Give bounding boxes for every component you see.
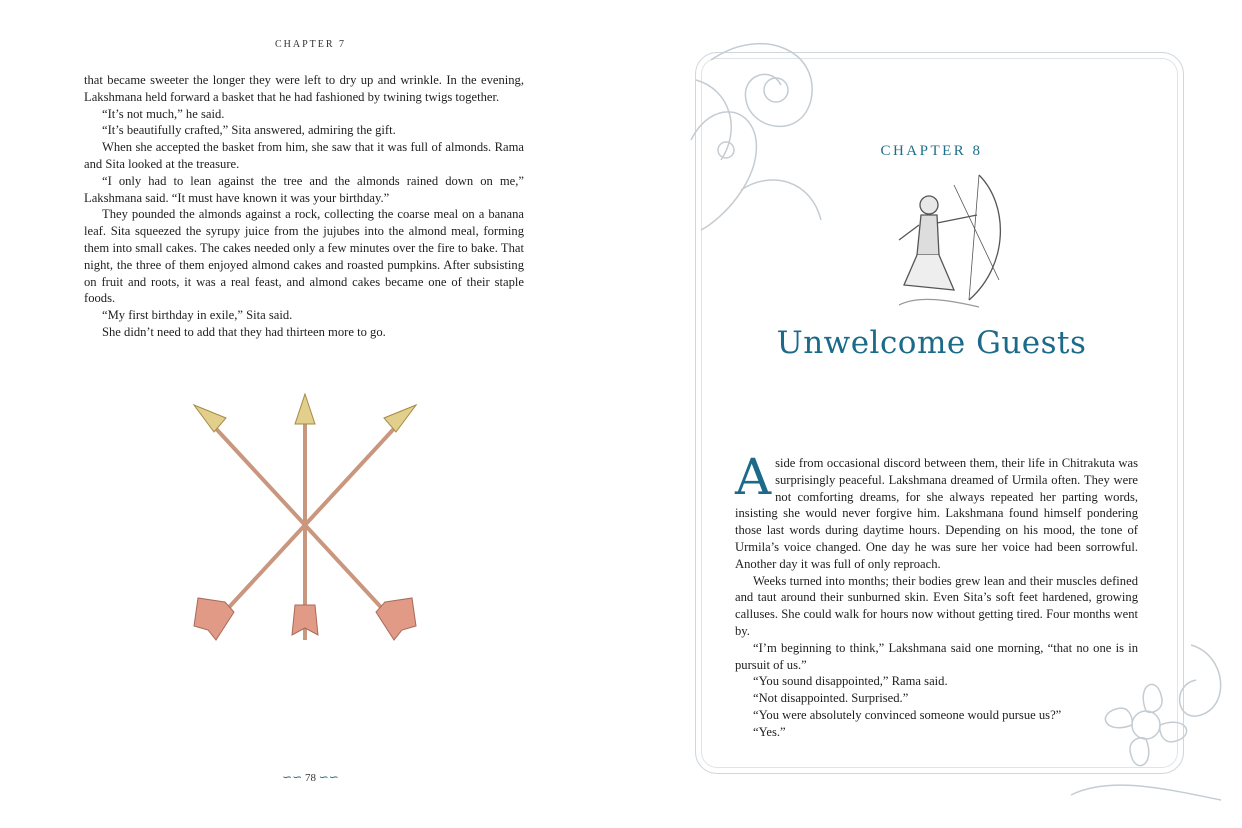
paragraph: “My first birthday in exile,” Sita said.: [102, 308, 293, 323]
paragraph: “You sound disappointed,” Rama said.: [753, 674, 948, 689]
paisley-ornament-bottom-icon: [1051, 625, 1241, 815]
chapter-label: CHAPTER 8: [880, 143, 983, 159]
paragraph: “Not disappointed. Surprised.”: [753, 691, 909, 706]
first-paragraph-text: side from occasional discord between them, their life in Chitrakuta was surprisingly peaceful. Lakshmana dreamed of Urmila often. They were not comforting dreams, for she always repeated her parting words, insisting she would never forgive him. Lakshmana found himself pondering those last words during daytime hours. Depending on his mood, the tone of Urmila’s voice changed. One day he was sure her voice had been sorrowful. Another day it was full of only reproach.: [735, 456, 1138, 571]
paragraph: “Yes.”: [753, 724, 786, 739]
paragraph: “You were absolutely convinced someone would pursue us?”: [753, 707, 1062, 722]
crossed-arrows-icon: [180, 390, 430, 660]
paragraph: “It’s beautifully crafted,” Sita answered, admiring the gift.: [102, 123, 396, 138]
page-number: [0, 770, 621, 785]
paisley-ornament-top-icon: [671, 20, 871, 250]
first-paragraph: [735, 448, 1138, 573]
archer-with-bow-icon: [859, 165, 1019, 315]
paragraph: “It’s not much,” he said.: [102, 106, 225, 121]
left-body-text: [84, 72, 524, 341]
paragraph: They pounded the almonds against a rock, collecting the coarse meal on a banana leaf. Sita squeezed the syrupy juice from the jujubes into the almond meal, forming them into small cakes. The cakes needed only a few minutes over the fire to bake. That night, the three of them enjoyed almond cakes and roasted pumpkins. After subsisting on fruit and roots, it was a real feast, and almond cakes became one of their staple foods.: [84, 207, 524, 306]
paragraph: that became sweeter the longer they were left to dry up and wrinkle. In the evening, Lakshmana held forward a basket that he had fashioned by twining twigs together.: [84, 73, 524, 104]
flourish-left-icon: ∽∽: [282, 770, 303, 784]
right-page: [621, 0, 1242, 828]
paragraph: When she accepted the basket from him, she saw that it was full of almonds. Rama and Sita looked at the treasure.: [84, 140, 524, 171]
paragraph: “I’m beginning to think,” Lakshmana said one morning, “that no one is in pursuit of us.”: [735, 640, 1138, 672]
paragraph: Weeks turned into months; their bodies grew lean and their muscles defined and taut around their sunburned skin. Even Sita’s soft feet hardened, growing calluses. She could walk for hours now without getting tired. Four months went by.: [735, 573, 1138, 638]
page-number-text: 78: [305, 772, 316, 784]
flourish-right-icon: ∽∽: [318, 770, 339, 784]
running-head: CHAPTER 7: [274, 39, 347, 50]
paragraph: “I only had to lean against the tree and the almonds rained down on me,” Lakshmana said. “It must have known it was your birthday.”: [84, 173, 524, 205]
paragraph: She didn’t need to add that they had thirteen more to go.: [102, 324, 386, 339]
drop-cap: A: [735, 448, 772, 506]
chapter-title: Unwelcome Guests: [776, 325, 1087, 361]
